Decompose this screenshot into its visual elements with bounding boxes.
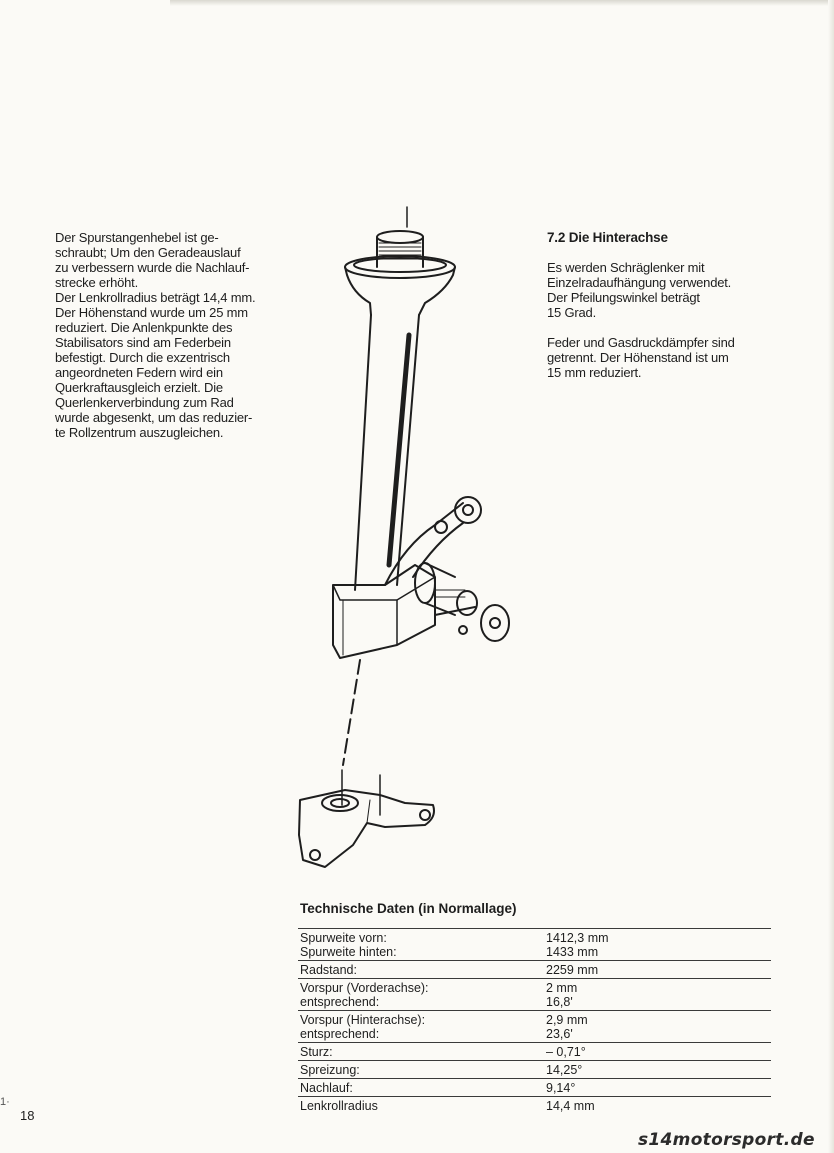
tech-data-value [546,1061,771,1079]
tech-data-row [298,1043,771,1061]
tech-value-line: 14,4 mm [546,1099,595,1113]
tech-value-line: – 0,71° [546,1045,586,1059]
body-text-line: te Rollzentrum auszugleichen. [55,425,224,440]
tech-data-value [546,1097,771,1115]
body-text-line: strecke erhöht. [55,275,138,290]
body-text-line: angeordneten Federn wird ein [55,365,223,380]
tech-data-table [298,928,771,1114]
watermark-text: s14motorsport.de [638,1130,815,1150]
tech-label-line: Vorspur (Vorderachse): [300,981,429,995]
tech-data-row [298,979,771,1011]
tech-value-line: 16,8' [546,995,573,1009]
left-text-column [55,230,290,440]
tech-data-label [298,961,546,979]
body-text-line: Der Spurstangenhebel ist ge- [55,230,219,245]
section-paragraph-2 [547,335,787,380]
tech-value-line: 2,9 mm [546,1013,588,1027]
body-text-line: befestigt. Durch die exzentrisch [55,350,230,365]
tech-value-line: 14,25° [546,1063,583,1077]
tech-value-line: 1412,3 mm [546,931,609,945]
tech-data-row [298,1011,771,1043]
section-text-line: 15 Grad. [547,305,596,320]
tech-value-line: 2259 mm [546,963,599,977]
tech-value-line: 2 mm [546,981,578,995]
tech-label-line: Spreizung: [300,1063,360,1077]
tech-label-line: Nachlauf: [300,1081,353,1095]
section-paragraph-1 [547,260,787,320]
tech-label-line: entsprechend: [300,995,380,1009]
tech-data-value [546,1043,771,1061]
tech-label-line: Vorspur (Hinterachse): [300,1013,426,1027]
tech-data-label [298,1079,546,1097]
margin-mark: 1· [0,1096,10,1108]
scan-edge-top [170,0,834,6]
rear-axle-section [547,230,787,395]
tech-data-label [298,979,546,1011]
tech-label-line: Radstand: [300,963,357,977]
tech-label-line: Lenkrollradius [300,1099,378,1113]
tech-data-value [546,1011,771,1043]
tech-value-line: 23,6' [546,1027,573,1041]
tech-data-label [298,1043,546,1061]
tech-data-row [298,961,771,979]
tech-data-title: Technische Daten (in Normallage) [300,901,517,916]
tech-data-label [298,1061,546,1079]
suspension-strut-drawing [285,205,525,880]
tech-data-label [298,1011,546,1043]
page-number: 18 [20,1108,35,1123]
section-text-line: 15 mm reduziert. [547,365,642,380]
body-text-line: Stabilisators sind am Federbein [55,335,231,350]
tech-data-row [298,929,771,961]
tech-data-value [546,1079,771,1097]
tech-value-line: 1433 mm [546,945,599,959]
scan-edge-right [828,0,834,1153]
section-text-line: Feder und Gasdruckdämpfer sind [547,335,735,350]
body-text-line: schraubt; Um den Geradeauslauf [55,245,241,260]
tech-data-row [298,1097,771,1115]
body-text-line: Querkraftausgleich erzielt. Die [55,380,223,395]
tech-label-line: Spurweite hinten: [300,945,397,959]
body-text-line: wurde abgesenkt, um das reduzier- [55,410,253,425]
body-text-line: reduziert. Die Anlenkpunkte des [55,320,233,335]
tech-label-line: entsprechend: [300,1027,380,1041]
tech-data-label [298,1097,546,1115]
section-text-line: Einzelradaufhängung verwendet. [547,275,732,290]
tech-data-row [298,1079,771,1097]
section-heading: 7.2 Die Hinterachse [547,230,668,245]
body-text-line: zu verbessern wurde die Nachlauf- [55,260,250,275]
section-text-line: getrennt. Der Höhenstand ist um [547,350,729,365]
section-text-line: Es werden Schräglenker mit [547,260,705,275]
tech-data-label [298,929,546,961]
tech-data-row [298,1061,771,1079]
tech-data-value [546,929,771,961]
body-text-line: Der Höhenstand wurde um 25 mm [55,305,248,320]
body-text-line: Querlenkerverbindung zum Rad [55,395,234,410]
tech-data-value [546,979,771,1011]
tech-data-value [546,961,771,979]
section-text-line: Der Pfeilungswinkel beträgt [547,290,700,305]
tech-label-line: Spurweite vorn: [300,931,387,945]
body-text-line: Der Lenkrollradius beträgt 14,4 mm. [55,290,256,305]
tech-label-line: Sturz: [300,1045,333,1059]
tech-value-line: 9,14° [546,1081,576,1095]
